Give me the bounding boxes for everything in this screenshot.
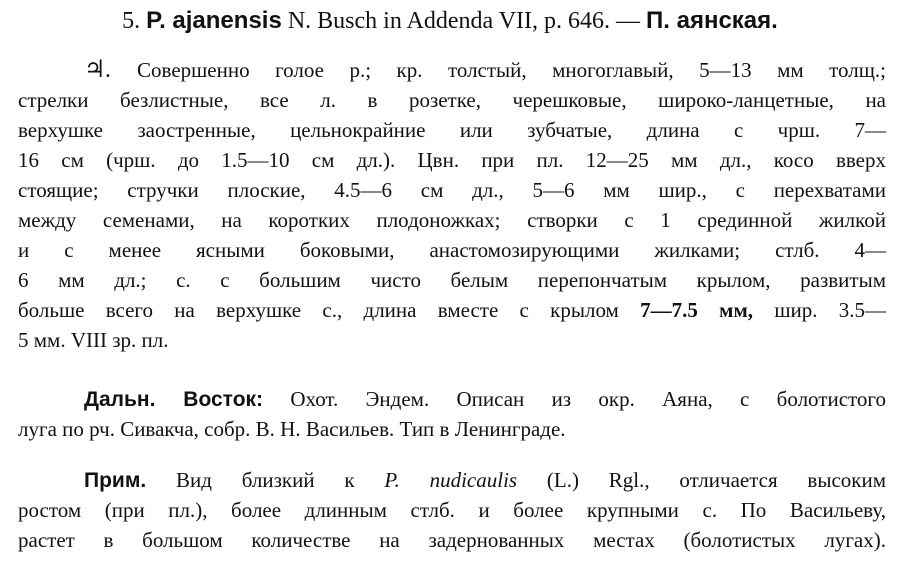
species-latin-name: P. ajanensis [146,7,282,34]
description-line: и с менее ясными боковыми, анастомозирующими жилками; стлб. 4— [18,238,886,262]
description-line: между семенами, на коротких плодоножках; створки с 1 срединной жилкой [18,208,886,232]
description-line: больше всего на верхушке с., длина вместе с крылом 7—7.5 мм, шир. 3.5— [18,298,887,322]
note-heading: Прим. [84,469,147,492]
note-line: растет в большом количестве на задернованных местах (болотистых лугах). [18,528,886,552]
description-line: стоящие; стручки плоские, 4.5—6 см дл., 5—6 мм шир., с перехватами [18,178,886,202]
note-line: ростом (при пл.), более длинным стлб. и более крупными с. По Васильеву, [18,498,886,522]
distribution-line: Дальн. Восток: Охот. Эндем. Описан из окр. Аяна, с болотистого [84,387,887,411]
perennial-symbol: ♃. [84,57,112,83]
species-authority: N. Busch in Addenda VII, p. 646. — [287,8,641,34]
description-line: 16 см (чрш. до 1.5—10 см дл.). Цвн. при пл. 12—25 мм дл., косо вверх [18,148,886,172]
distribution-line: луга по рч. Сивакча, собр. В. Н. Васильев. Тип в Ленинграде. [18,417,566,441]
species-russian-name: П. аянская. [646,7,778,34]
species-heading [0,6,900,36]
distribution-heading: Дальн. Восток: [84,388,264,411]
seed-length-bold: 7—7.5 мм, [640,298,754,322]
note-line: Прим. Вид близкий к P. nudicaulis (L.) Rgl., отличается высоким [84,468,887,492]
distribution-paragraph [18,384,886,444]
description-line: 5 мм. VIII зр. пл. [18,328,169,352]
description-line: верхушке заостренные, цельнокрайние или зубчатые, длина с чрш. 7— [18,118,886,142]
description-line: 6 мм дл.; с. с большим чисто белым перепончатым крылом, развитым [18,268,886,292]
description-line: ♃. Совершенно голое р.; кр. толстый, многоглавый, 5—13 мм толщ.; [84,57,887,83]
species-number: 5. [122,8,141,34]
note-paragraph [18,465,886,555]
description-paragraph [18,55,886,355]
compared-species-name: P. nudicaulis [384,468,518,492]
description-line: стрелки безлистные, все л. в розетке, черешковые, широко-ланцетные, на [18,88,886,112]
